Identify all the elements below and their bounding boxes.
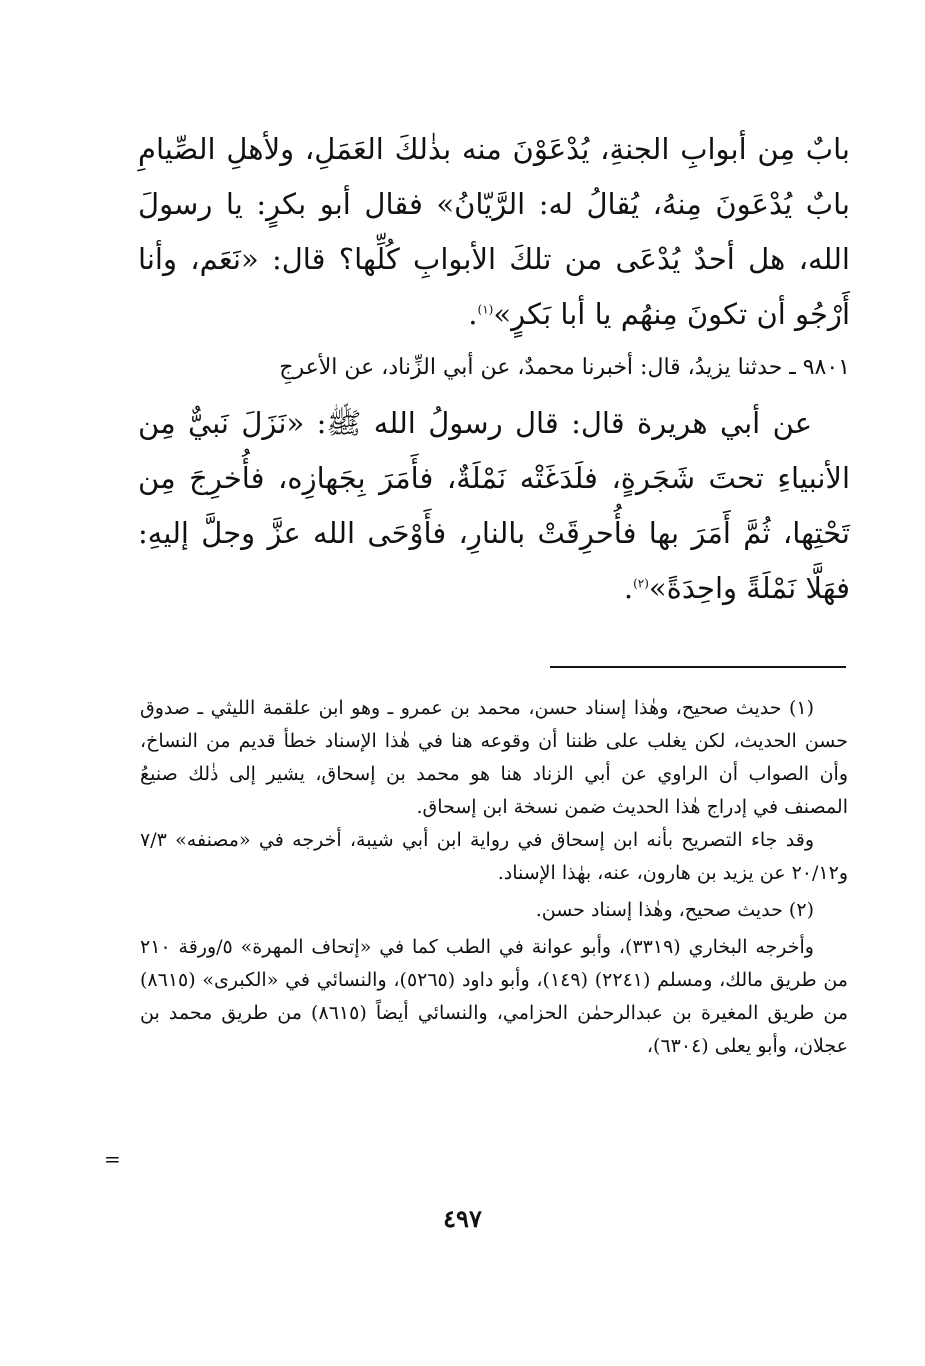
hadith-body-paragraph bbox=[138, 396, 850, 616]
paragraph-text: عن أبي هريرة قال: قال رسولُ الله ﷺ: «نَزَلَ نَبيٌّ مِن الأنبياءِ تحتَ شَجَرةٍ، فلَدَغَتْه نَمْلَةٌ، فأَمَرَ بِجَهازِه، فأُخرِجَ مِن تَحْتِها، ثُمَّ أَمَرَ بها فأُحرِقَتْ بالنارِ، فأَوْحَى الله عزَّ وجلَّ إليهِ: فهَلَّا نَمْلَةً واحِدَةً» bbox=[138, 406, 850, 605]
paragraph-end: . bbox=[623, 571, 634, 605]
hadith-number-header: ٩٨٠١ ـ حدثنا يزيدُ، قال: أخبرنا محمدٌ، عن أبي الزِّناد، عن الأعرجِ bbox=[279, 355, 850, 380]
footnote-ref: (١) bbox=[477, 302, 494, 317]
hadith-continuation-paragraph bbox=[138, 122, 850, 342]
paragraph-text: بابٌ مِن أبوابِ الجنةِ، يُدْعَوْنَ منه بذٰلكَ العَمَلِ، ولأهلِ الصِّيامِ بابٌ يُدْعَونَ مِنهُ، يُقالُ له: الرَّيّانُ» فقال أبو بكرٍ: يا رسولَ الله، هل أحدٌ يُدْعَى من تلكَ الأبوابِ كُلِّها؟ قال: «نَعَم، وأنا أَرْجُو أن تكونَ مِنهُم يا أبا بَكرٍ» bbox=[138, 132, 850, 331]
footnote-1: (١) حديث صحيح، وهٰذا إسناد حسن، محمد بن عمرو ـ وهو ابن علقمة الليثي ـ صدوق حسن الحديث، لكن يغلب على ظننا أن وقوعه هنا في هٰذا الإسناد خطأ قديم من النساخ، وأن الصواب أن الراوي عن أبي الزناد هنا هو محمد بن إسحاق، يشير إلى ذٰلك صنيعُ المصنف في إدراج هٰذا الحديث ضمن نسخة ابن إسحاق. bbox=[140, 697, 848, 818]
footnote-2: (٢) حديث صحيح، وهٰذا إسناد حسن. bbox=[535, 899, 814, 921]
page-number: ٤٩٧ bbox=[443, 1204, 482, 1233]
main-text bbox=[138, 122, 850, 616]
footnote-ref: (٢) bbox=[633, 576, 649, 591]
continuation-mark: = bbox=[104, 1147, 121, 1171]
footnote-separator bbox=[550, 666, 846, 668]
paragraph-end: . bbox=[468, 297, 478, 331]
footnote-2-continued: وأخرجه البخاري (٣٣١٩)، وأبو عوانة في الطب كما في «إتحاف المهرة» ٥/ورقة ٢١٠ من طريق مالك، ومسلم (٢٢٤١) (١٤٩)، وأبو داود (٥٢٦٥)، والنسائي في «الكبرى» (٨٦١٥) من طريق المغيرة بن عبدالرحمٰن الحزامي، والنسائي أيضاً (٨٦١٥) من طريق محمد بن عجلان، وأبو يعلى (٦٣٠٤)، bbox=[140, 936, 849, 1057]
footnotes bbox=[140, 692, 848, 1063]
footnote-1-continued: وقد جاء التصريح بأنه ابن إسحاق في رواية ابن أبي شيبة، أخرجه في «مصنفه» ٧/٣ و٢٠/١٢ عن يزيد بن هارون، عنه، بهٰذا الإسناد. bbox=[140, 829, 848, 884]
